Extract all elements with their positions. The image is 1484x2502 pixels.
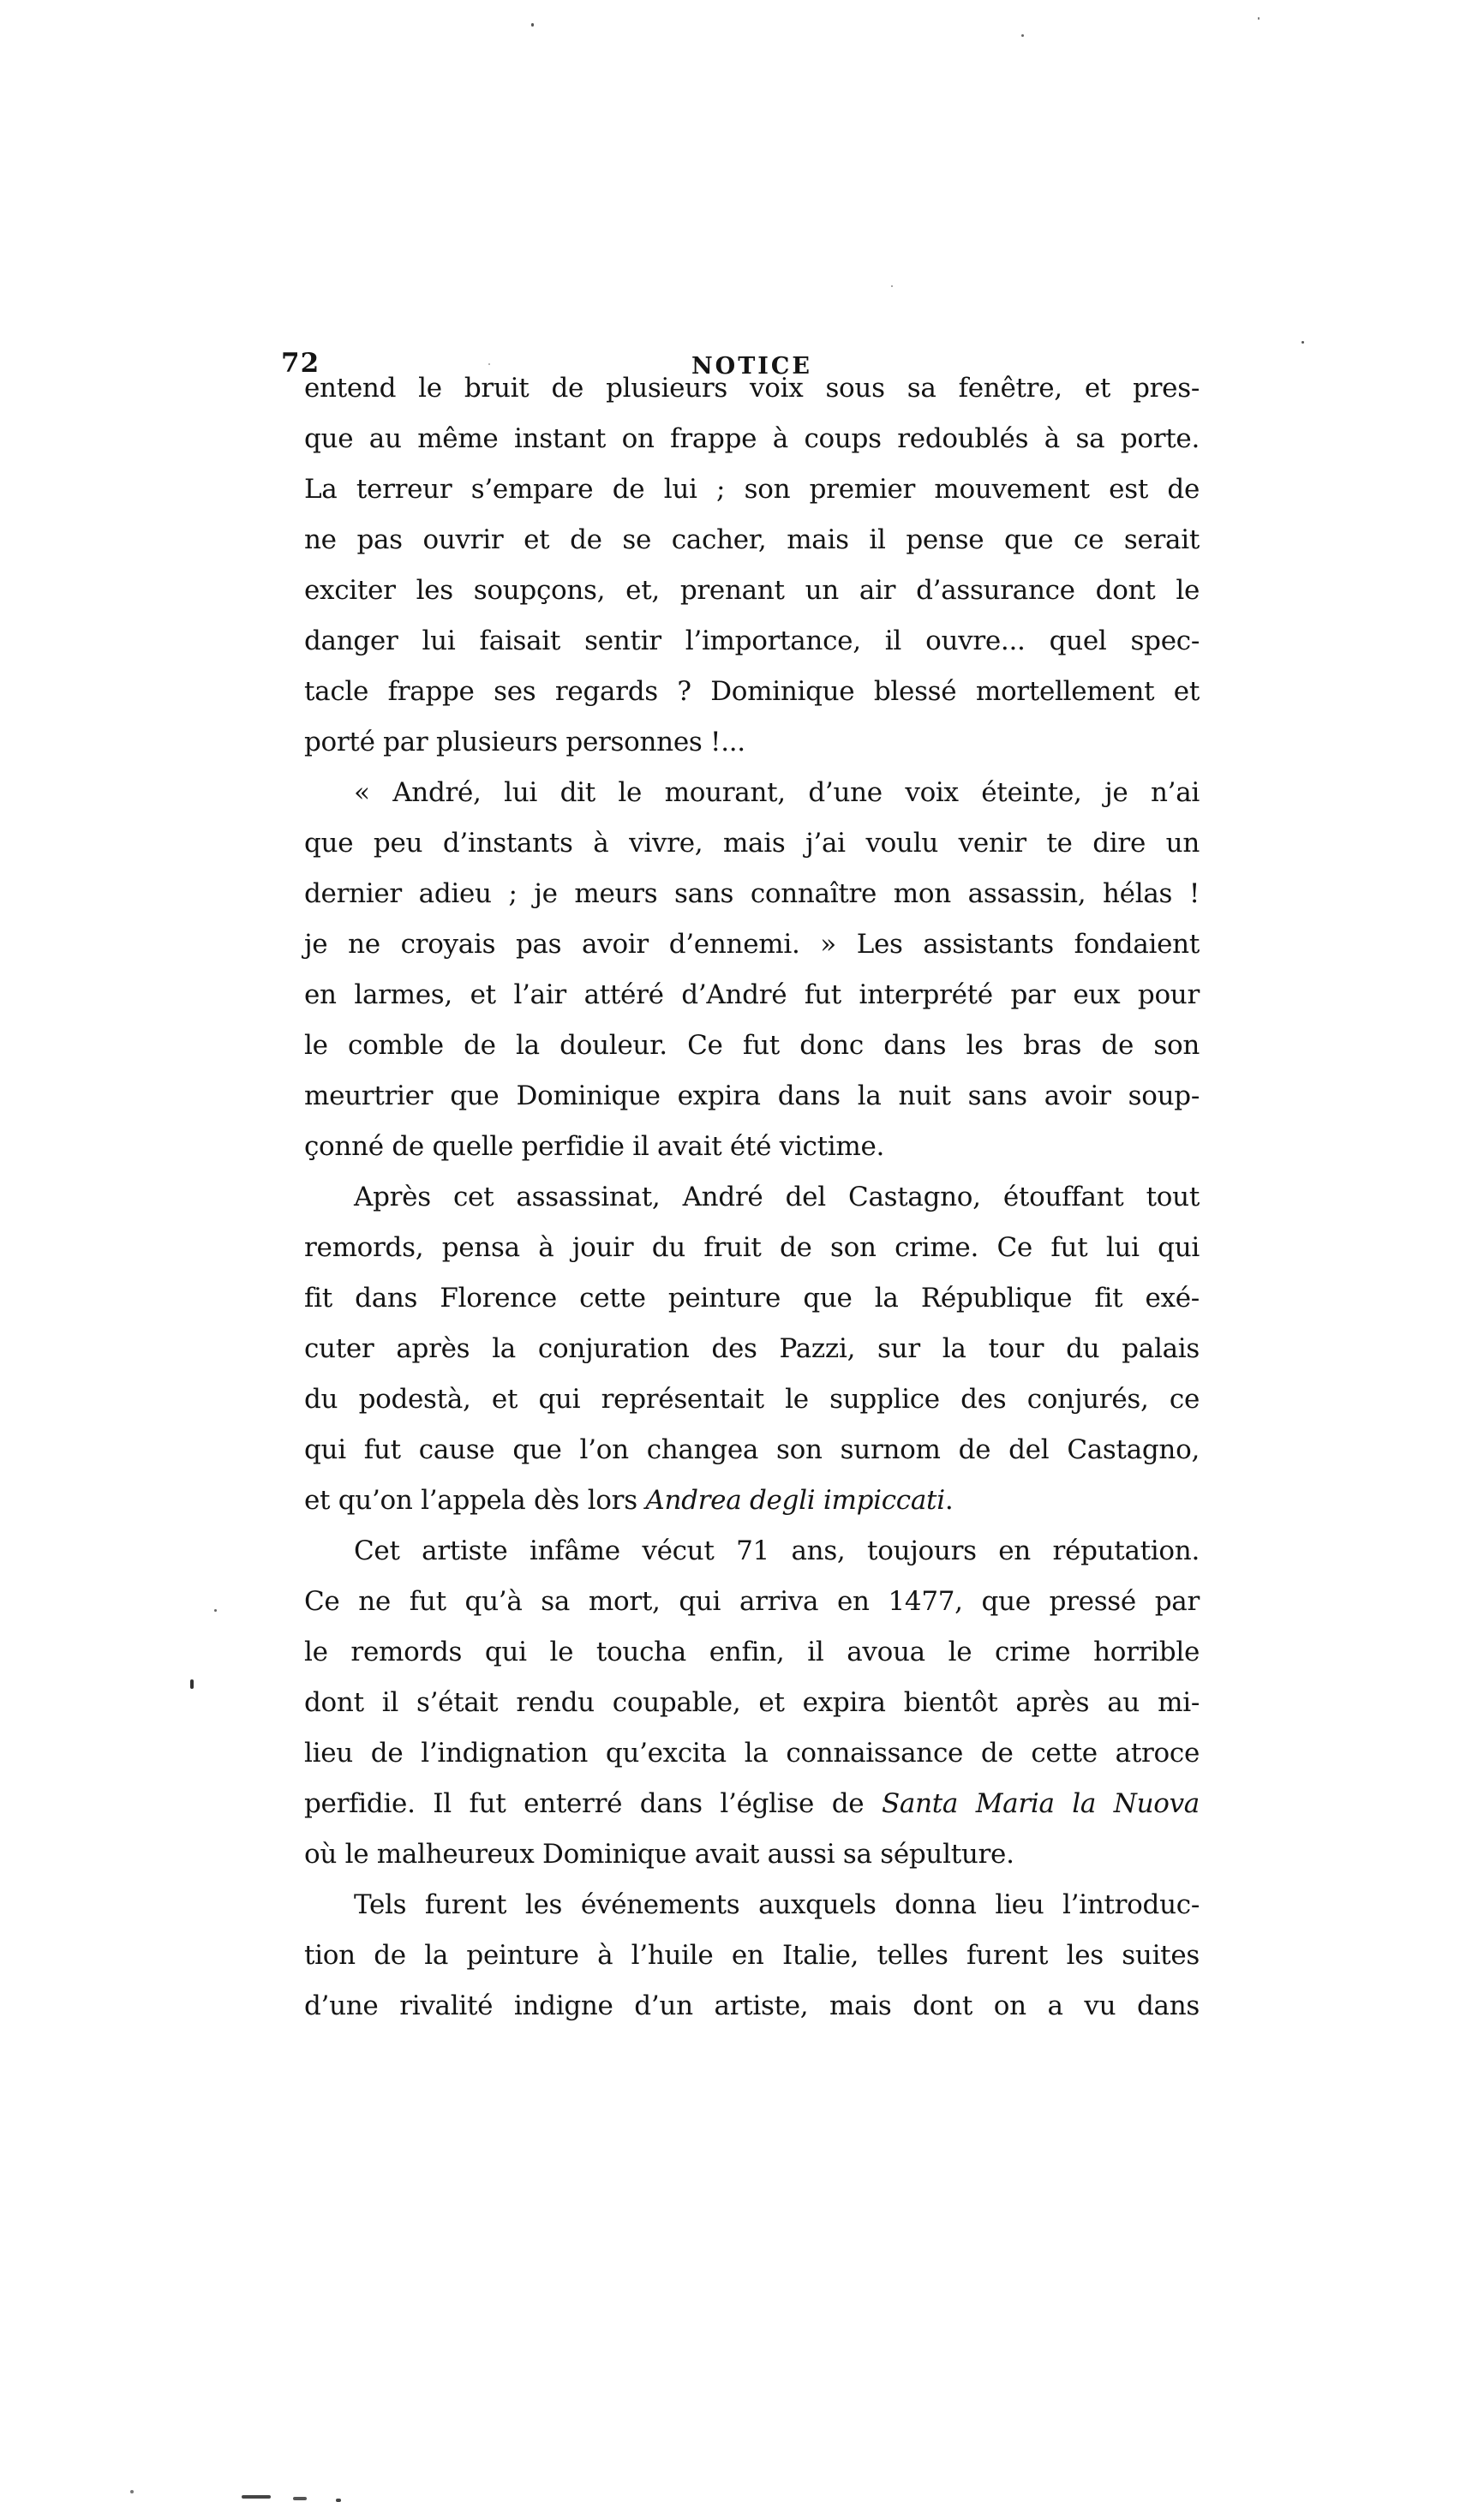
text-line — [304, 1172, 1200, 1223]
text-segment: . — [944, 1485, 954, 1516]
italic-text-segment: Santa Maria la Nuova — [881, 1788, 1200, 1819]
paragraph — [304, 768, 1200, 1172]
paragraph — [304, 1880, 1200, 2032]
text-segment: où le malheureux Dominique avait aussi sa sépulture. — [304, 1839, 1014, 1870]
text-segment: et qu’on l’appela dès lors — [304, 1485, 646, 1516]
text-line — [304, 1577, 1200, 1627]
text-line — [304, 1880, 1200, 1930]
text-line — [304, 1526, 1200, 1577]
text-segment: Ce ne fut qu’à sa mort, qui arriva en 1477, que pressé par — [304, 1586, 1200, 1617]
text-segment: d’une rivalité indigne d’un artiste, mais dont on a vu dans — [304, 1990, 1200, 2021]
scan-speck — [242, 2495, 271, 2499]
text-segment: Tels furent les événements auxquels donna lieu l’introduc- — [354, 1889, 1200, 1920]
text-line — [304, 1829, 1200, 1880]
text-segment: remords, pensa à jouir du fruit de son crime. Ce fut lui qui — [304, 1232, 1200, 1263]
text-segment: exciter les soupçons, et, prenant un air d’assurance dont le — [304, 575, 1200, 606]
text-line — [304, 414, 1200, 464]
text-line — [304, 1981, 1200, 2032]
text-segment: La terreur s’empare de lui ; son premier mouvement est de — [304, 474, 1200, 505]
text-line — [304, 818, 1200, 869]
text-segment: du podestà, et qui représentait le supplice des conjurés, ce — [304, 1384, 1200, 1415]
text-segment: tion de la peinture à l’huile en Italie, telles furent les suites — [304, 1940, 1200, 1971]
text-segment: porté par plusieurs personnes !... — [304, 727, 745, 757]
text-segment: Après cet assassinat, André del Castagno, étouffant tout — [354, 1182, 1200, 1212]
scan-speck — [293, 2497, 307, 2500]
text-line — [304, 919, 1200, 970]
text-line — [304, 1273, 1200, 1324]
text-line — [304, 566, 1200, 616]
italic-text-segment: Andrea degli impiccati — [645, 1485, 945, 1516]
paragraph — [304, 1526, 1200, 1880]
text-line — [304, 1475, 1200, 1526]
text-line — [304, 1728, 1200, 1779]
text-segment: fit dans Florence cette peinture que la République fit exé- — [304, 1283, 1200, 1314]
scan-speck — [488, 363, 490, 365]
scan-speck — [190, 1679, 194, 1689]
scan-speck — [336, 2499, 341, 2502]
scan-speck — [214, 1609, 217, 1612]
scan-speck — [891, 285, 893, 287]
text-line — [304, 1223, 1200, 1273]
text-segment: « André, lui dit le mourant, d’une voix éteinte, je n’ai — [354, 777, 1200, 808]
scan-speck — [1301, 341, 1304, 344]
text-block — [304, 363, 1200, 2032]
text-line — [304, 768, 1200, 818]
text-line — [304, 1122, 1200, 1172]
text-line — [304, 1071, 1200, 1122]
text-segment: le comble de la douleur. Ce fut donc dans les bras de son — [304, 1030, 1200, 1061]
page-number: 72 — [281, 348, 320, 379]
text-segment: cuter après la conjuration des Pazzi, sur la tour du palais — [304, 1333, 1200, 1364]
text-line — [304, 970, 1200, 1021]
text-segment: en larmes, et l’air attéré d’André fut interprété par eux pour — [304, 979, 1200, 1010]
scan-speck — [531, 23, 534, 27]
text-segment: danger lui faisait sentir l’importance, il ouvre... quel spec- — [304, 626, 1200, 656]
text-line — [304, 1324, 1200, 1374]
text-segment: que peu d’instants à vivre, mais j’ai voulu venir te dire un — [304, 828, 1200, 859]
text-segment: lieu de l’indignation qu’excita la connaissance de cette atroce — [304, 1738, 1200, 1769]
text-segment: ne pas ouvrir et de se cacher, mais il pense que ce serait — [304, 524, 1200, 555]
text-segment: dont il s’était rendu coupable, et expira bientôt après au mi- — [304, 1687, 1200, 1718]
scan-speck — [130, 2490, 134, 2493]
text-line — [304, 1779, 1200, 1829]
text-segment: çonné de quelle perfidie il avait été victime. — [304, 1131, 885, 1162]
text-line — [304, 869, 1200, 919]
running-header-title: NOTICE — [691, 353, 812, 380]
text-segment: meurtrier que Dominique expira dans la nuit sans avoir soup- — [304, 1080, 1200, 1111]
text-segment: perfidie. Il fut enterré dans l’église de — [304, 1788, 882, 1819]
text-segment: Cet artiste infâme vécut 71 ans, toujours en réputation. — [354, 1535, 1200, 1566]
text-segment: qui fut cause que l’on changea son surnom de del Castagno, — [304, 1434, 1200, 1465]
text-segment: tacle frappe ses regards ? Dominique blessé mortellement et — [304, 676, 1200, 707]
text-line — [304, 1021, 1200, 1071]
paragraph — [304, 1172, 1200, 1526]
text-line — [304, 1425, 1200, 1475]
text-line — [304, 1678, 1200, 1728]
text-line — [304, 717, 1200, 768]
text-line — [304, 1374, 1200, 1425]
text-line — [304, 1930, 1200, 1981]
text-line — [304, 667, 1200, 717]
text-line — [304, 1627, 1200, 1678]
text-segment: que au même instant on frappe à coups redoublés à sa porte. — [304, 423, 1200, 454]
text-segment: le remords qui le toucha enfin, il avoua le crime horrible — [304, 1637, 1200, 1667]
scan-speck — [1021, 34, 1024, 37]
text-segment: dernier adieu ; je meurs sans connaître mon assassin, hélas ! — [304, 878, 1200, 909]
text-line — [304, 515, 1200, 566]
scan-speck — [1258, 17, 1260, 20]
text-line — [304, 464, 1200, 515]
text-line — [304, 616, 1200, 667]
text-segment: entend le bruit de plusieurs voix sous sa fenêtre, et pres- — [304, 373, 1200, 404]
text-segment: je ne croyais pas avoir d’ennemi. » Les assistants fondaient — [304, 929, 1200, 960]
text-line — [304, 363, 1200, 414]
paragraph — [304, 363, 1200, 768]
